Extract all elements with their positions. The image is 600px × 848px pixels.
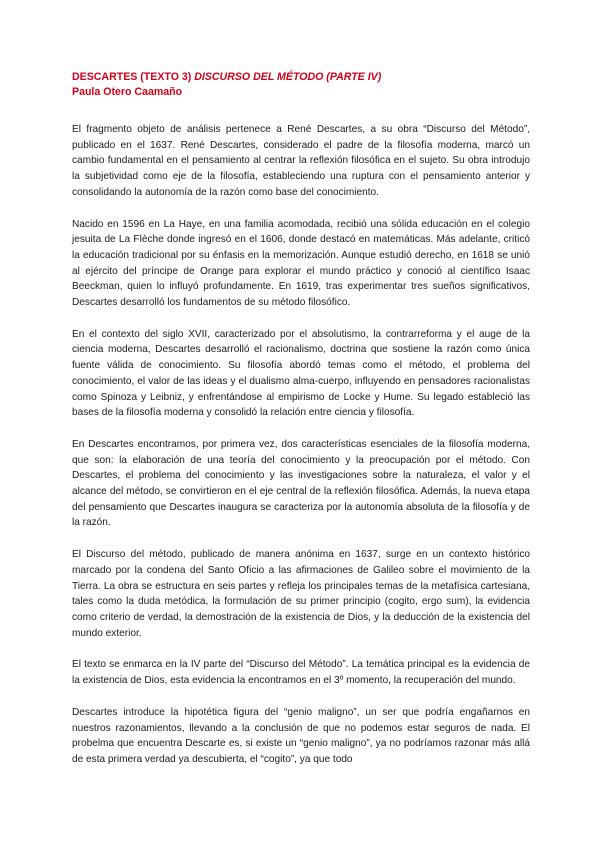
title-main: DESCARTES (TEXTO 3) xyxy=(72,71,195,83)
paragraph-6: El texto se enmarca en la IV parte del “Discurso del Método”. La temática principal es la evidencia de la existencia de Dios, esta evidencia la encontramos en el 3º momento, la recuperación del mundo. xyxy=(72,659,530,687)
document-author: Paula Otero Caamaño xyxy=(72,86,183,98)
document-title xyxy=(72,70,530,85)
paragraph-1: El fragmento objeto de análisis pertenece a René Descartes, a su obra “Discurso del Método”, publicado en el 1637. René Descartes, considerado el padre de la filosofía moderna, marcó un cambio fundamental en el pensamiento al centrar la reflexión filosófica en el sujeto. Su obra introdujo la subjetividad como eje de la filosofía, estableciendo una ruptura con el pensamiento anterior y consolidando la autonomía de la razón como base del conocimiento. xyxy=(72,124,530,198)
paragraph-5: El Discurso del método, publicado de manera anónima en 1637, surge en un contexto histórico marcado por la condena del Santo Oficio a las afirmaciones de Galileo sobre el movimiento de la Tierra. La obra se estructura en seis partes y refleja los principales temas de la metafísica cartesiana, tales como la duda metódica, la formulación de su primer principio (cogito, ergo sum), la evidencia como criterio de verdad, la demostración de la existencia de Dios, y la deducción de la existencia del mundo exterior. xyxy=(72,549,530,639)
paragraph-7: Descartes introduce la hipotética figura del “genio maligno”, un ser que podría engañarnos en nuestros razonamientos, llevando a la conclusión de que no podemos estar seguros de nada. El probelma que encuentra Descarte es, si existe un “genio maligno”, ya no podríamos razonar más allá de esta primera verdad ya descubierta, el “cogito”, ya que todo xyxy=(72,706,530,765)
paragraph-4: En Descartes encontramos, por primera vez, dos características esenciales de la filosofía moderna, que son: la elaboración de una teoría del conocimiento y la preocupación por el método. Con Descartes, el problema del conocimiento y las investigaciones sobre la naturaleza, el valor y el alcance del método, se convirtieron en el eje central de la reflexión filosófica. Además, la nueva etapa del pensamiento que Descartes inaugura se caracteriza por la autonomía absoluta de la filosofía y de la razón. xyxy=(72,438,530,529)
title-italic: DISCURSO DEL MÉTODO (PARTE IV) xyxy=(194,71,382,83)
document-page xyxy=(72,70,530,784)
paragraph-2: Nacido en 1596 en La Haye, en una familia acomodada, recibió una sólida educación en el colegio jesuita de La Flèche donde ingresó en el 1606, donde destacó en matemáticas. Más adelante, criticó la educación tradicional por su énfasis en la memorización. Aunque estudió derecho, en 1618 se unió al ejército del príncipe de Orange para explorar el mundo práctico y conoció al científico Isaac Beeckman, quien lo influyó profundamente. En 1619, tras experimentar tres sueños significativos, Descartes desarrolló los fundamentos de su método filosófico. xyxy=(72,218,530,309)
paragraph-3: En el contexto del siglo XVII, caracterizado por el absolutismo, la contrarreforma y el auge de la ciencia moderna, Descartes desarrolló el racionalismo, doctrina que sostiene la razón como única fuente válida de conocimiento. Su filosofía abordó temas como el método, el problema del conocimiento, el valor de las ideas y el dualismo alma-cuerpo, influyendo en pensadores racionalistas como Spinoza y Leibniz, y enfrentándose al empirismo de Locke y Hume. Su legado estableció las bases de la filosofía moderna y consolidó la relación entre ciencia y filosofía. xyxy=(72,328,530,419)
